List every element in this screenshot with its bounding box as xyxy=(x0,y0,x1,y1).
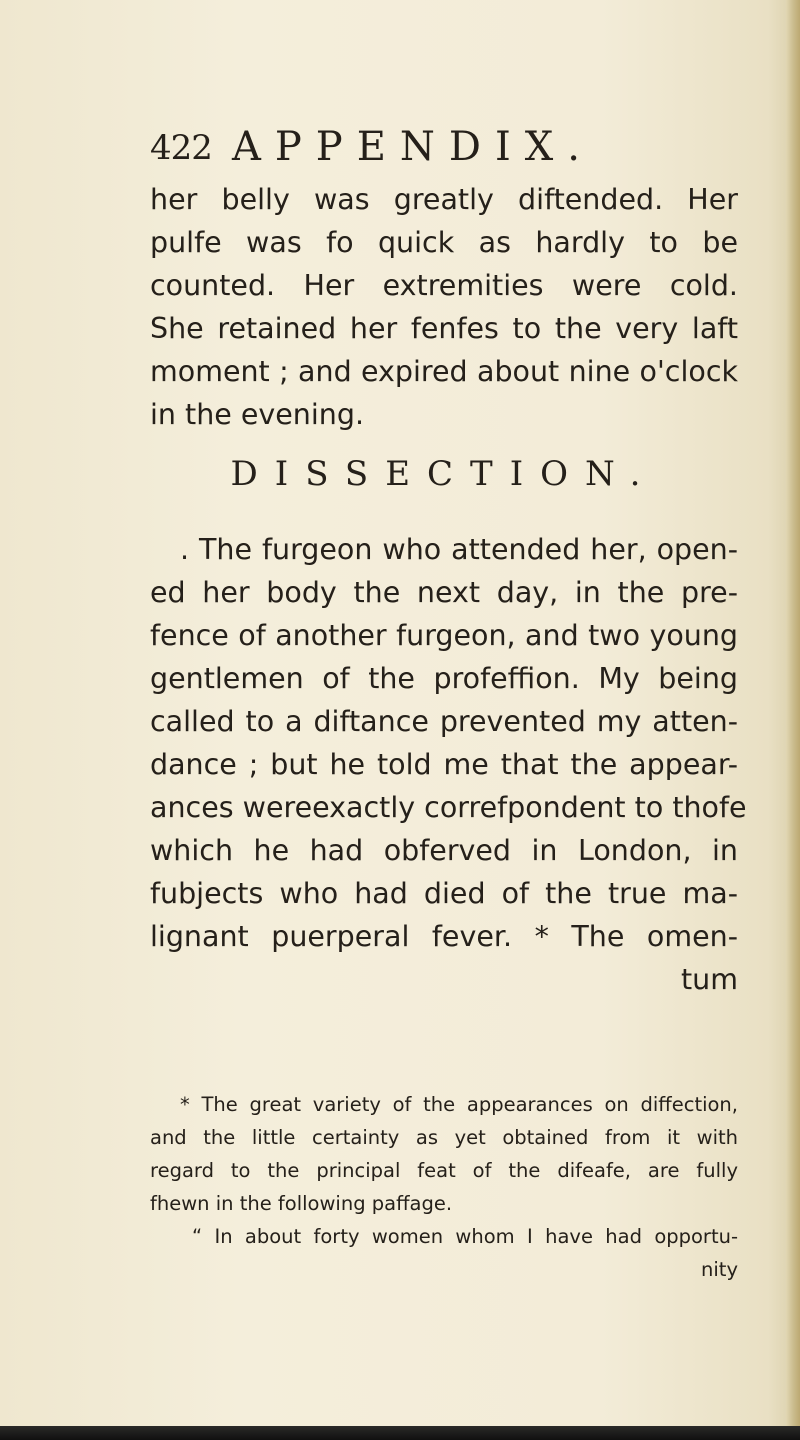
text-line: in the evening. xyxy=(150,398,365,431)
footnote-line: and the little certainty as yet obtained from it with xyxy=(150,1126,738,1149)
quote-line: “ In about forty women whom I have had opportu- xyxy=(192,1225,738,1248)
page-edge-shadow xyxy=(786,0,800,1440)
footnote-line: * The great variety of the appearances on diffection, xyxy=(180,1093,738,1116)
text-line: She retained her fenfes to the very laft xyxy=(150,312,738,345)
text-line: her belly was greatly diftended. Her xyxy=(150,183,738,216)
catchword: tum xyxy=(681,963,738,996)
text-line: fence of another furgeon, and two young xyxy=(150,619,738,652)
footnote-line: fhewn in the following paffage. xyxy=(150,1192,453,1215)
text-line: . The furgeon who attended her, open- xyxy=(180,533,738,566)
catchword: nity xyxy=(701,1258,738,1281)
footnote-line: regard to the principal feat of the difeafe, are fully xyxy=(150,1159,738,1182)
footnote xyxy=(150,1088,738,1286)
paragraph-2 xyxy=(150,528,747,1001)
text-line: lignant puerperal fever. * The omen- xyxy=(150,920,738,953)
text-line: pulfe was fo quick as hardly to be xyxy=(150,226,738,259)
text-line: counted. Her extremities were cold. xyxy=(150,269,738,302)
scan-bottom-edge xyxy=(0,1426,800,1440)
text-line: dance ; but he told me that the appear- xyxy=(150,748,738,781)
running-head: APPENDIX. xyxy=(232,124,594,170)
text-line: fubjects who had died of the true ma- xyxy=(150,877,738,910)
text-line: ances wereexactly correfpondent to thofe xyxy=(150,791,747,824)
page-number: 422 xyxy=(150,128,212,168)
text-line: gentlemen of the profeffion. My being xyxy=(150,662,738,695)
text-line: which he had obferved in London, in xyxy=(150,834,738,867)
paragraph-1 xyxy=(150,178,738,436)
text-line: moment ; and expired about nine o'clock xyxy=(150,355,738,388)
section-heading: DISSECTION. xyxy=(230,454,658,494)
page-header xyxy=(150,118,650,178)
text-line: ed her body the next day, in the pre- xyxy=(150,576,738,609)
text-line: called to a diftance prevented my atten- xyxy=(150,705,738,738)
